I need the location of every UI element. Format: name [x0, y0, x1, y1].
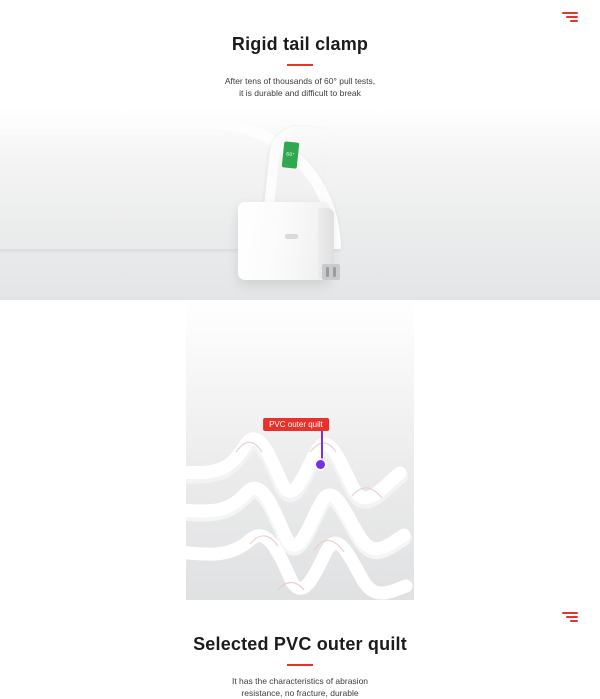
- adapter-port: [285, 234, 298, 239]
- subtitle-top-line-1: After tens of thousands of 60° pull tests,: [224, 76, 376, 86]
- adapter-body: [238, 202, 330, 280]
- subtitle-top-line-2: it is durable and difficult to break: [239, 88, 361, 98]
- callout-leader-line: [321, 429, 323, 464]
- top-text-block: [0, 34, 600, 99]
- product-photo-coiled-cable: [186, 300, 414, 600]
- subtitle-bottom: [0, 675, 600, 699]
- callout-point-marker: [316, 460, 325, 469]
- panel-selected-pvc-outer-quilt: [0, 300, 600, 698]
- brand-stripes-icon: [562, 12, 578, 23]
- photo-gutter-left: [0, 300, 186, 600]
- title-divider-bottom: [287, 664, 313, 666]
- subtitle-top: [0, 75, 600, 99]
- bottom-text-block: [0, 634, 600, 699]
- connector-angle-tag: 60°: [282, 141, 300, 168]
- coiled-cable-graphic: [186, 300, 414, 600]
- adapter-plug-prongs: [322, 264, 340, 280]
- title-divider-top: [287, 64, 313, 66]
- subtitle-bottom-line-1: It has the characteristics of abrasion: [231, 676, 369, 686]
- page-title-bottom: Selected PVC outer quilt: [193, 634, 407, 654]
- subtitle-bottom-line-2: resistance, no fracture, durable: [241, 688, 359, 698]
- panel-rigid-tail-clamp: [0, 0, 600, 300]
- callout-label-pvc: PVC outer quilt: [263, 418, 329, 431]
- photo-gutter-right: [414, 300, 600, 600]
- page-title-top: Rigid tail clamp: [231, 34, 369, 54]
- brand-stripes-icon-bottom: [562, 612, 578, 623]
- cable-coil-svg: [186, 300, 414, 600]
